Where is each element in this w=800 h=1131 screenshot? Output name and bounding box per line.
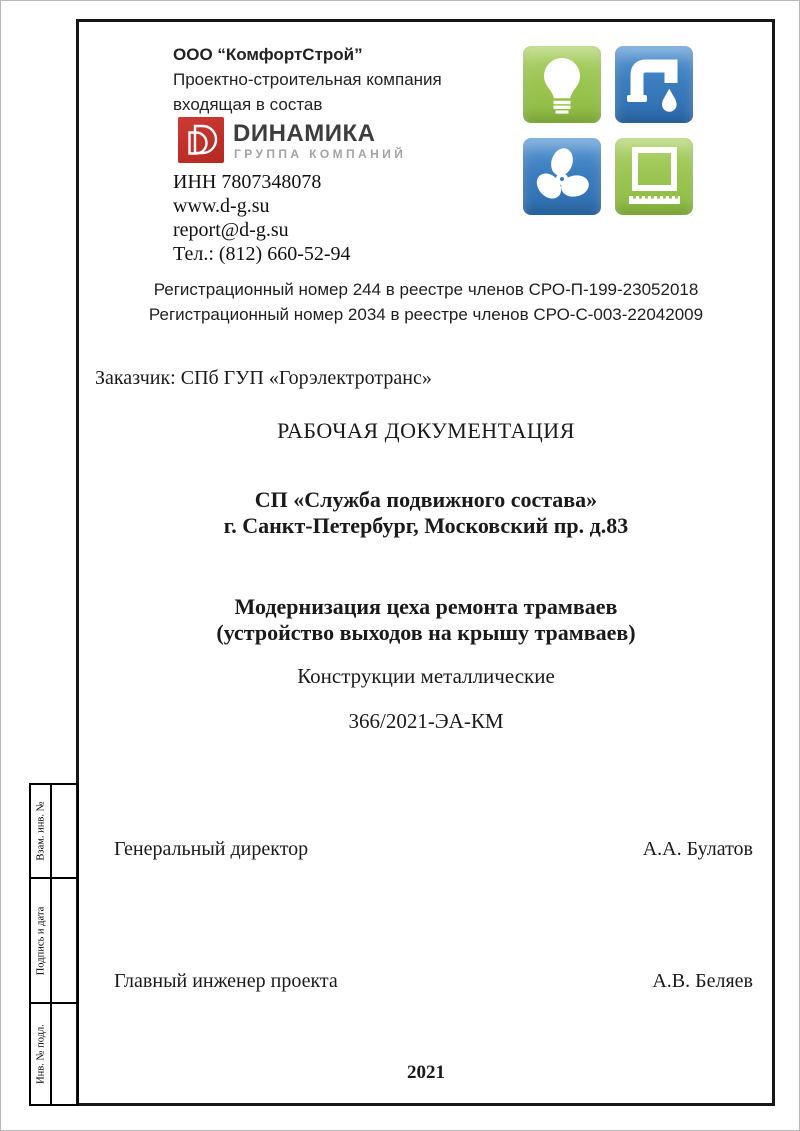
signature-name: А.В. Беляев	[652, 970, 753, 992]
document-code: 366/2021-ЭА-КМ	[348, 709, 504, 733]
stamp-label-podpis: Подпись и дата	[35, 906, 46, 975]
dynamic-logo	[178, 117, 224, 163]
fan-icon	[524, 139, 600, 215]
project-title-line2: (устройство выходов на крышу трамваев)	[216, 620, 636, 645]
stamp-label-vzam: Взам. инв. №	[35, 801, 46, 861]
signature-row	[114, 970, 753, 993]
ventilation-tile	[523, 138, 601, 215]
project-title-line1: Модернизация цеха ремонта трамваев	[234, 594, 618, 619]
object-name-line1: СП «Служба подвижного состава»	[254, 487, 598, 512]
stamp-cell-podpis	[29, 879, 79, 1004]
sro-registration-1: Регистрационный номер 244 в реестре членов СРО-П-199-23052018	[153, 280, 699, 299]
lightbulb-icon	[524, 47, 600, 123]
company-name: ООО “КомфортСтрой”	[173, 45, 363, 64]
stamp-blank-field	[52, 879, 77, 1002]
company-email: report@d-g.su	[173, 219, 289, 241]
customer-line: Заказчик: СПб ГУП «Горэлектротранс»	[95, 367, 432, 389]
sro-registration-2: Регистрационный номер 2034 в реестре членов СРО-С-003-22042009	[148, 305, 704, 324]
automation-tile	[615, 138, 693, 215]
stamp-blank-field	[52, 1004, 77, 1104]
stamp-cell-inv	[29, 1004, 79, 1106]
signature-role: Генеральный директор	[114, 838, 309, 860]
faucet-icon	[616, 47, 692, 123]
electricity-tile	[523, 46, 601, 123]
company-membership-line: входящая в состав	[173, 95, 323, 114]
stamp-cell-vzam	[29, 783, 79, 879]
brand-name: DИНАМИКА	[233, 120, 376, 147]
stamp-blank-field	[52, 785, 77, 877]
signature-name: А.А. Булатов	[642, 838, 753, 860]
monitor-icon	[616, 139, 692, 215]
brand-subtitle: ГРУППА КОМПАНИЙ	[234, 147, 407, 161]
stamp-label-inv: Инв. № подл.	[35, 1024, 46, 1084]
company-description: Проектно-строительная компания	[173, 70, 442, 89]
water-tile	[615, 46, 693, 123]
documentation-type: РАБОЧАЯ ДОКУМЕНТАЦИЯ	[277, 418, 575, 443]
stamp-sidebar	[29, 783, 79, 1106]
company-website: www.d-g.su	[173, 195, 270, 217]
document-year: 2021	[407, 1062, 445, 1083]
company-inn: ИНН 7807348078	[173, 171, 322, 193]
double-D-icon	[178, 117, 224, 163]
object-address-line: г. Санкт-Петербург, Московский пр. д.83	[223, 513, 629, 538]
company-phone: Тел.: (812) 660-52-94	[173, 243, 351, 265]
signature-role: Главный инженер проекта	[114, 970, 338, 992]
signature-row	[114, 838, 753, 861]
section-name: Конструкции металлические	[297, 664, 555, 688]
